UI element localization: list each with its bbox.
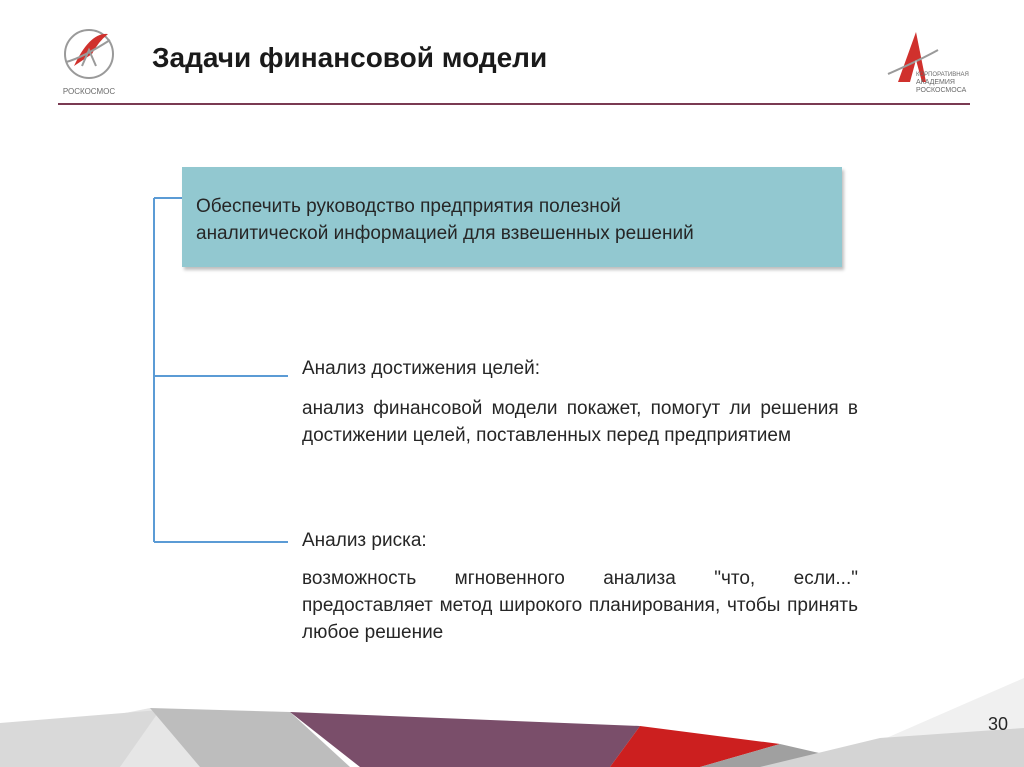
goal-text-line-1: Обеспечить руководство предприятия полезной bbox=[196, 196, 621, 217]
roscosmos-academy-logo bbox=[880, 20, 990, 100]
page-title: Задачи финансовой модели bbox=[152, 42, 548, 73]
header-divider bbox=[58, 103, 970, 105]
roscosmos-logo-caption: РОСКОСМОС bbox=[62, 87, 116, 96]
section-body-goals: анализ финансовой модели покажет, помогут ли решения в достижении целей, поставленных перед предприятием bbox=[302, 398, 858, 446]
section-heading-risk: Анализ риска: bbox=[302, 530, 427, 551]
page-number: 30 bbox=[988, 714, 1009, 734]
goal-box bbox=[182, 167, 842, 267]
academy-caption-line-3: РОСКОСМОСА bbox=[916, 87, 967, 94]
section-heading-goals: Анализ достижения целей: bbox=[302, 358, 540, 379]
roscosmos-logo bbox=[52, 22, 126, 100]
bottom-decoration bbox=[0, 668, 1024, 767]
section-body-risk: возможность мгновенного анализа "что, если..." предоставляет метод широкого планирования, чтобы принять любое решение bbox=[302, 568, 858, 643]
academy-caption-line-1: КОРПОРАТИВНАЯ bbox=[916, 72, 969, 78]
academy-caption-line-2: АКАДЕМИЯ bbox=[916, 79, 955, 86]
goal-text-line-2: аналитической информацией для взвешенных решений bbox=[196, 223, 694, 244]
